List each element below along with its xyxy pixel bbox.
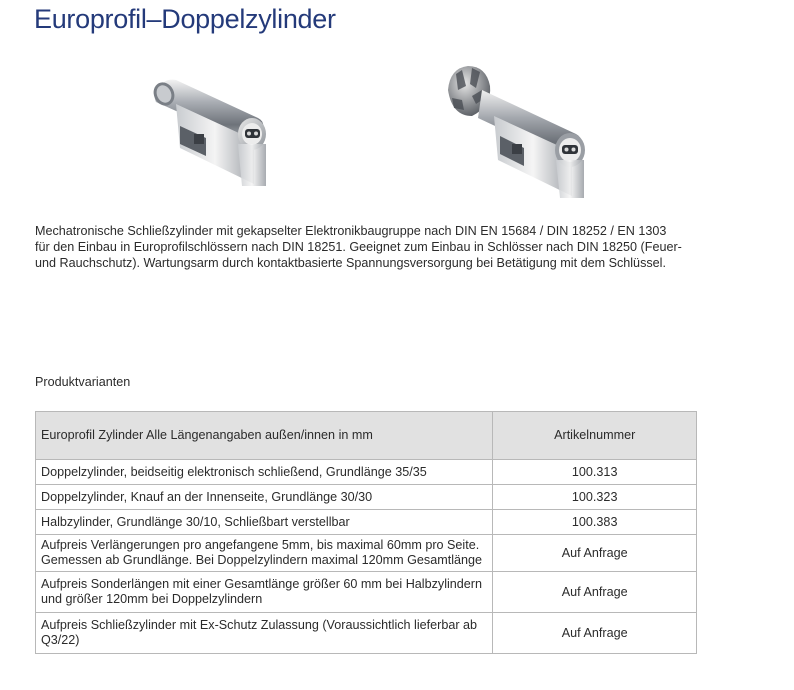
table-header-row [36,412,697,460]
row-description: Aufpreis Verlängerungen pro angefangene 5mm, bis maximal 60mm pro Seite. Gemessen ab Grundlänge. Bei Doppelzylindern maximal 120mm Gesamtlänge [36,535,493,572]
table-row [36,572,697,613]
double-cylinder-image [150,74,276,192]
table-row [36,613,697,654]
row-article-number: Auf Anfrage [493,572,697,613]
row-article-number: Auf Anfrage [493,535,697,572]
variants-table [35,411,697,654]
description-line: für den Einbau in Europrofilschlössern nach DIN 18251. Geeignet zum Einbau in Schlösser nach DIN 18250 (Feuer- [35,240,682,254]
row-article-number: Auf Anfrage [493,613,697,654]
table-row [36,510,697,535]
row-description: Aufpreis Sonderlängen mit einer Gesamtlänge größer 60 mm bei Halbzylindern und größer 120mm bei Doppelzylindern [36,572,493,613]
description-line: Mechatronische Schließzylinder mit gekapselter Elektronikbaugruppe nach DIN EN 15684 / DIN 18252 / EN 1303 [35,224,667,238]
row-description: Aufpreis Schließzylinder mit Ex-Schutz Zulassung (Voraussichtlich lieferbar ab Q3/22) [36,613,493,654]
variants-label: Produktvarianten [35,375,131,389]
table-row [36,535,697,572]
row-article-number: 100.383 [493,510,697,535]
header-description: Europrofil Zylinder Alle Längenangaben außen/innen in mm [36,412,493,460]
product-description [35,223,725,271]
table-row [36,485,697,510]
row-article-number: 100.313 [493,460,697,485]
description-line: und Rauchschutz). Wartungsarm durch kontaktbasierte Spannungsversorgung bei Betätigung mit dem Schlüssel. [35,256,666,270]
header-article-number: Artikelnummer [493,412,697,460]
row-description: Halbzylinder, Grundlänge 30/10, Schließbart verstellbar [36,510,493,535]
row-article-number: 100.323 [493,485,697,510]
page-title: Europrofil–Doppelzylinder [34,4,336,34]
table-row [36,460,697,485]
row-description: Doppelzylinder, Knauf an der Innenseite, Grundlänge 30/30 [36,485,493,510]
row-description: Doppelzylinder, beidseitig elektronisch schließend, Grundlänge 35/35 [36,460,493,485]
knob-cylinder-image [442,60,594,200]
